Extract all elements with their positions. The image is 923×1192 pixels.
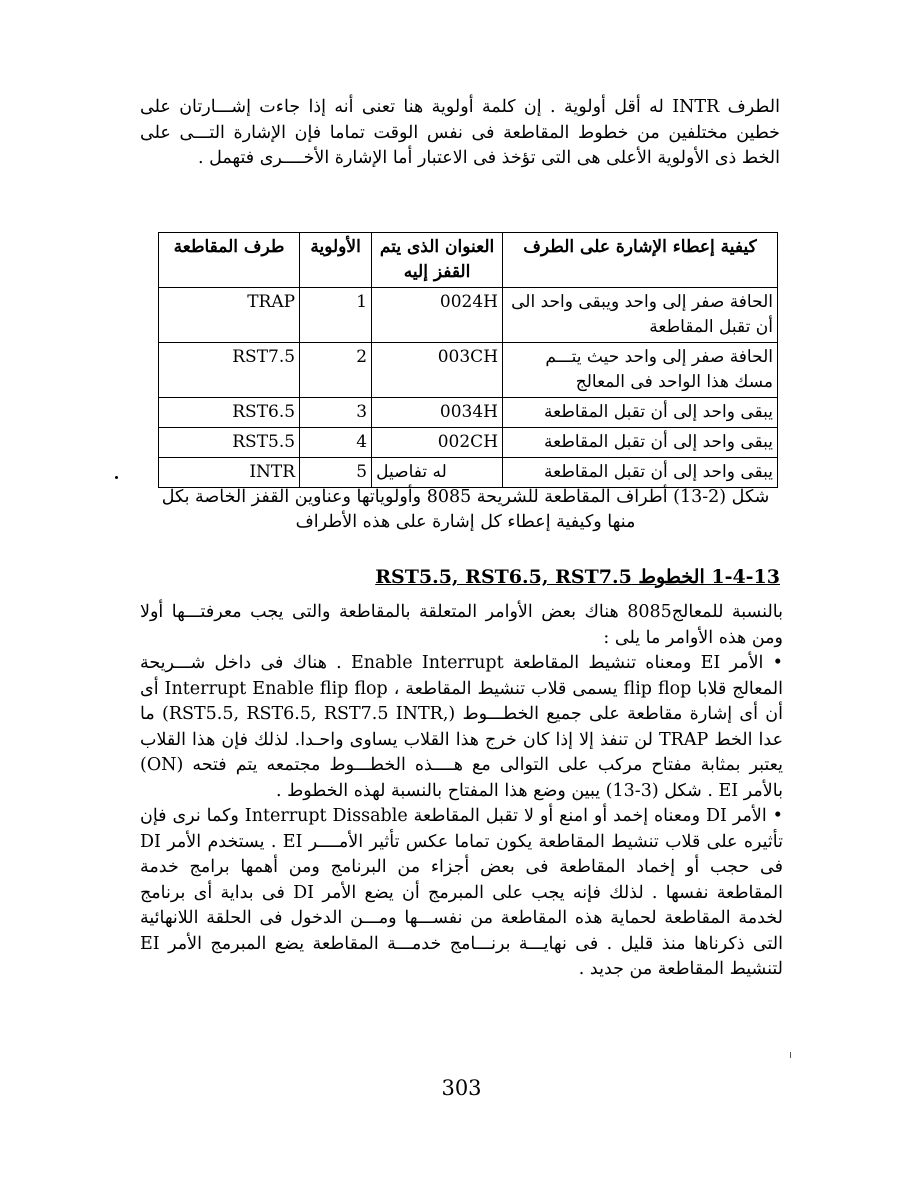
header-pin: طرف المقاطعة [159, 233, 300, 288]
table-row [159, 288, 778, 343]
table-row [159, 398, 778, 428]
bullet-paragraph-di: • الأمر DI ومعناه إخمد أو امنع أو لا تقبل المقاطعة Interrupt Dissable وكما نرى فإن تأثيره على قلاب تنشيط المقاطعة يكون تماما عكس تأثير الأمــــر EI . يستخدم الأمر DI فى حجب أو إخماد المقاطعة فى بعض أجزاء من البرنامج ومن أهمها برامج خدمة المقاطعة نفسها . لذلك فإنه يجب على المبرمج أن يضع الأمر DI فى بداية أى برنامج لخدمة المقاطعة لحماية هذه المقاطعة من نفســـها ومـــن الدخول فى الحلقة اللانهائية التى ذكرناها منذ قليل . فى نهايـــة برنـــامج خدمـــة المقاطعة يضع المبرمج الأمر EI لتنشيط المقاطعة من جديد . [140, 804, 783, 983]
header-priority: الأولوية [300, 233, 372, 288]
figure-caption: شكل (2-13) أطراف المقاطعة للشريحة 8085 وأولوياتها وعناوين القفز الخاصة بكل منها وكيفية إعطاء كل إشارة على هذه الأطراف [161, 487, 770, 532]
cell-pin: INTR [159, 458, 300, 488]
cell-method: الحافة صفر إلى واحد ويبقى واحد الى أن تقبل المقاطعة [503, 288, 778, 343]
cell-pin: RST5.5 [159, 428, 300, 458]
cell-address: 002CH [372, 428, 503, 458]
cell-address: 003CH [372, 343, 503, 398]
body-text [140, 600, 783, 983]
table-row [159, 428, 778, 458]
table-header-row [159, 233, 778, 288]
cell-method: يبقى واحد إلى أن تقبل المقاطعة [503, 428, 778, 458]
cell-method: يبقى واحد إلى أن تقبل المقاطعة [503, 458, 778, 488]
cell-method: الحافة صفر إلى واحد حيث يتـــم مسك هذا الواحد فى المعالج [503, 343, 778, 398]
section-title: 1-4-13 الخطوط RST5.5, RST6.5, RST7.5 [375, 566, 780, 588]
intro-paragraph: الطرف INTR له أقل أولوية . إن كلمة أولوية هنا تعنى أنه إذا جاءت إشـــارتان على خطين مختلفين من خطوط المقاطعة فى نفس الوقت تماما فإن الإشارة التـــى على الخط ذى الأولوية الأعلى هى التى تؤخذ فى الاعتبار أما الإشارة الأخــــرى فتهمل . [140, 97, 780, 168]
cell-address: 0034H [372, 398, 503, 428]
cell-priority: 2 [300, 343, 372, 398]
table-row [159, 458, 778, 488]
margin-tick [790, 1052, 791, 1058]
cell-priority: 4 [300, 428, 372, 458]
header-address: العنوان الذى يتم القفز إليه [372, 233, 503, 288]
page-number: 303 [441, 1076, 482, 1100]
cell-priority: 3 [300, 398, 372, 428]
bullet-paragraph-ei: • الأمر EI ومعناه تنشيط المقاطعة Enable Interrupt . هناك فى داخل شـــريحة المعالج قلابا flip flop يسمى قلاب تنشيط المقاطعة ، Interrupt Enable flip flop أى أن أى إشارة مقاطعة على جميع الخطـــوط (,RST5.5, RST6.5, RST7.5 INTR) ما عدا الخط TRAP لن تنفذ إلا إذا كان خرج هذا القلاب يساوى واحـدا. لذلك فإن هذا القلاب يعتبر بمثابة مفتاح مركب على التوالى مع هــــذه الخطـــوط مجتمعه يتم فتحه (ON) بالأمر EI . شكل (3-13) يبين وضع هذا المفتاح بالنسبة لهذه الخطوط . [140, 651, 783, 804]
margin-dot [115, 476, 118, 479]
cell-pin: RST7.5 [159, 343, 300, 398]
body-paragraph: بالنسبة للمعالج8085 هناك بعض الأوامر المتعلقة بالمقاطعة والتى يجب معرفتـــها أولا ومن هذه الأوامر ما يلى : [140, 602, 783, 648]
cell-pin: TRAP [159, 288, 300, 343]
cell-priority: 1 [300, 288, 372, 343]
cell-method: يبقى واحد إلى أن تقبل المقاطعة [503, 398, 778, 428]
cell-priority: 5 [300, 458, 372, 488]
header-method: كيفية إعطاء الإشارة على الطرف [503, 233, 778, 288]
cell-address: له تفاصيل [372, 458, 503, 488]
table-row [159, 343, 778, 398]
cell-address: 0024H [372, 288, 503, 343]
cell-pin: RST6.5 [159, 398, 300, 428]
interrupt-table [158, 232, 778, 488]
